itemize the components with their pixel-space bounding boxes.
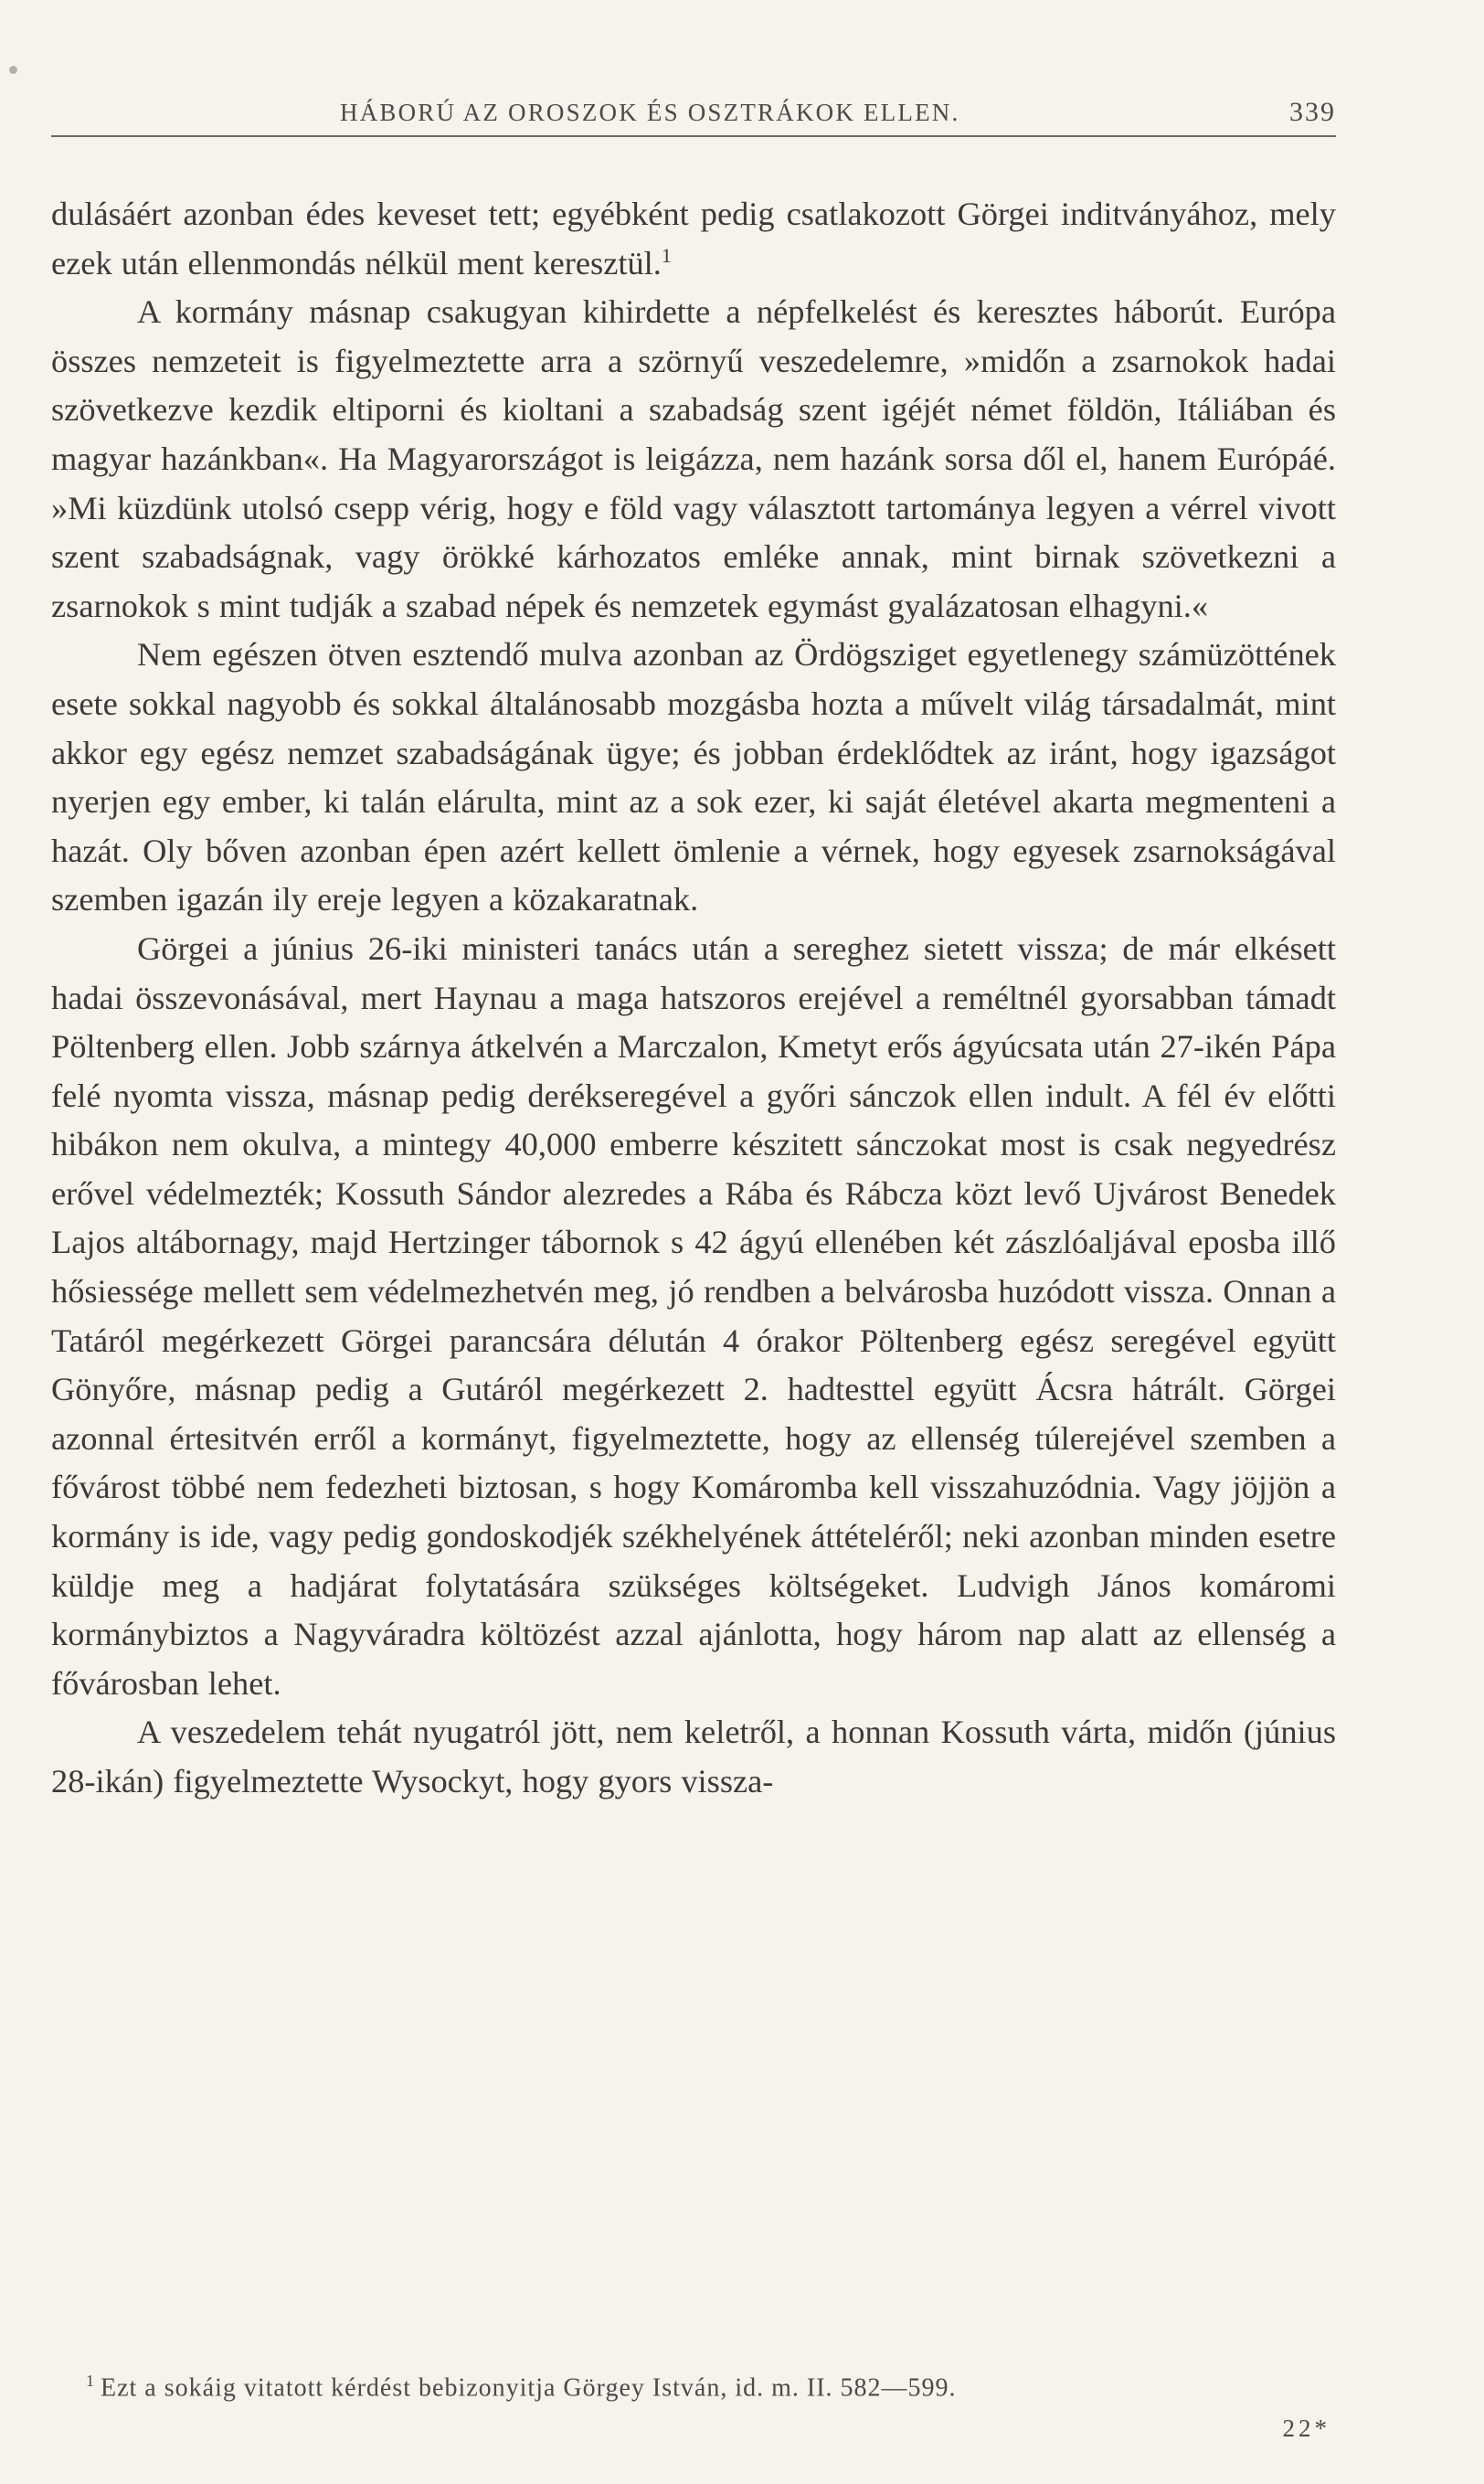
paragraph-5: A veszedelem tehát nyugatról jött, nem keletről, a honnan Kossuth várta, midőn (június 28-ikán) figyelmeztette Wysockyt, hogy gyors vissza-: [51, 1714, 1336, 1799]
paragraph-1-text: dulásáért azonban édes keveset tett; egyébként pedig csatlakozott Görgei inditványához, mely ezek után ellenmondás nélkül ment keresztül.: [51, 196, 1336, 281]
page-number: 339: [1289, 97, 1336, 127]
footnote-reference: 1: [661, 243, 672, 267]
page-header: [51, 90, 1336, 137]
footnote: [86, 2372, 1336, 2403]
running-head: HÁBORÚ AZ OROSZOK ÉS OSZTRÁKOK ELLEN.: [340, 99, 960, 126]
body-text: [51, 190, 1336, 1807]
paragraph-2: A kormány másnap csakugyan kihirdette a népfelkelést és keresztes háborút. Európa összes nemzeteit is figyelmeztette arra a szörnyű veszedelemre, »midőn a zsarnokok hadai szövetkezve kezdik eltiporni és kioltani a szabadság szent igéjét német földön, Itáliában és magyar hazánkban«. Ha Magyarországot is leigázza, nem hazánk sorsa dől el, hanem Európáé. »Mi küzdünk utolsó csepp vérig, hogy e föld vagy választott tartománya legyen a vérrel vivott szent szabadságnak, vagy örökké kárhozatos emléke annak, mint birnak szövetkezni a zsarnokok s mint tudják a szabad népek és nemzetek egymást gyalázatosan elhagyni.«: [51, 293, 1336, 624]
footnote-mark: 1: [86, 2372, 95, 2390]
page-blemish: [9, 66, 17, 74]
paragraph-4: Görgei a június 26-iki ministeri tanács után a sereghez sietett vissza; de már elkésett hadai összevonásával, mert Haynau a maga hatszoros erejével a reméltnél gyorsabban támadt Pöltenberg ellen. Jobb szárnya átkelvén a Marczalon, Kmetyt erős ágyúcsata után 27-ikén Pápa felé nyomta vissza, másnap pedig derékseregével a győri sánczok ellen indult. A fél év előtti hibákon nem okulva, a mintegy 40,000 emberre készitett sánczokat most is csak negyedrész erővel védelmezték; Kossuth Sándor alezredes a Rába és Rábcza közt levő Ujvárost Benedek Lajos altábornagy, majd Hertzinger tábornok s 42 ágyú ellenében két zászlóaljával eposba illő hősiessége mellett sem védelmezhetvén meg, jó rendben a belvárosba huzódott vissza. Onnan a Tatáról megérkezett Görgei parancsára délután 4 órakor Pöltenberg egész seregével együtt Gönyőre, másnap pedig a Gutáról megérkezett 2. hadtesttel együtt Ácsra hátrált. Görgei azonnal értesitvén erről a kormányt, figyelmeztette, hogy az ellenség túlerejével szemben a fővárost többé nem fedezheti biztosan, s hogy Komáromba kell visszahuzódnia. Vagy jöjjön a kormány is ide, vagy pedig gondoskodjék székhelyének áttételéről; neki azonban minden esetre küldje meg a hadjárat folytatására szükséges költségeket. Ludvigh János komáromi kormánybiztos a Nagyváradra költözést azzal ajánlotta, hogy három nap alatt az ellenség a fővárosban lehet.: [51, 929, 1336, 1702]
paragraph-3: Nem egészen ötven esztendő mulva azonban az Ördögsziget egyetlenegy számüzöttének esete sokkal nagyobb és sokkal általánosabb mozgásba hozta a művelt világ társadalmát, mint akkor egy egész nemzet szabadságának ügye; és jobban érdeklődtek az iránt, hogy igazságot nyerjen egy ember, ki talán elárulta, mint az a sok ezer, ki saját életével akarta megmenteni a hazát. Oly bőven azonban épen azért kellett ömlenie a vérnek, hogy egyesek zsarnokságával szemben igazán ily ereje legyen a közakaratnak.: [51, 636, 1336, 918]
paragraph-1: [51, 190, 1336, 288]
signature-mark: 22*: [1282, 2415, 1330, 2442]
footnote-text: Ezt a sokáig vitatott kérdést bebizonyitja Görgey István, id. m. II. 582—599.: [101, 2373, 957, 2403]
